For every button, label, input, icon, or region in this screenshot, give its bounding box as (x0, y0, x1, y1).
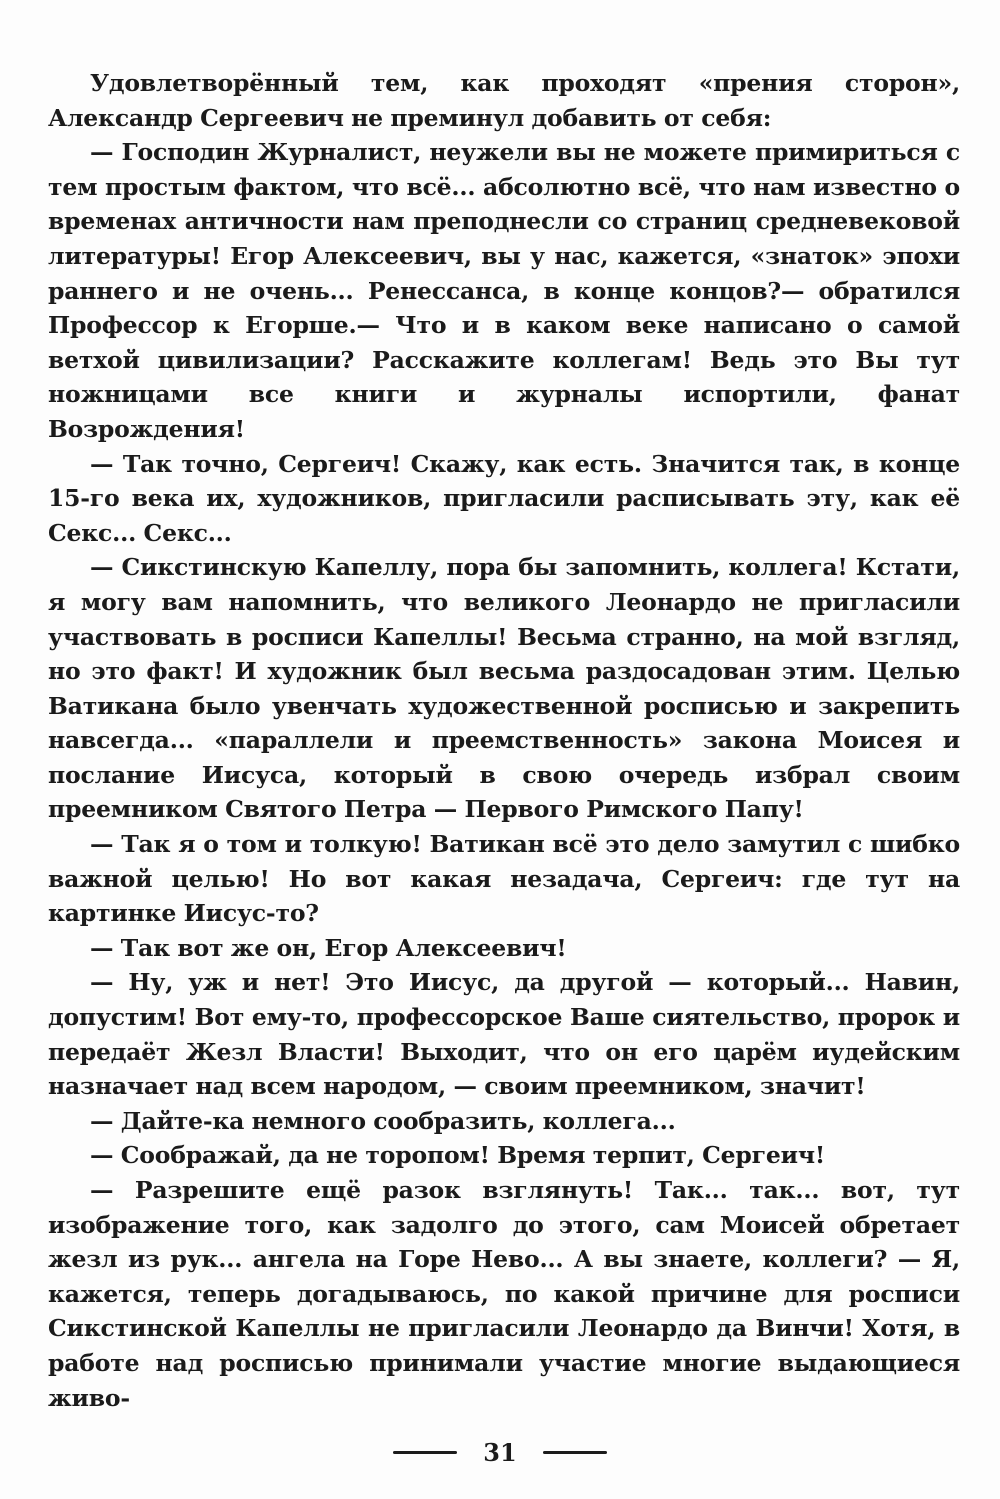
paragraph-4: — Сикстинскую Капеллу, пора бы запомнить, коллега! Кстати, я могу вам напомнить, что великого Леонардо не пригласили участвовать в росписи Капеллы! Весьма странно, на мой взгляд, но это факт! И художник был весьма раздосадован этим. Целью Ватикана было увенчать художественной росписью и закрепить навсегда... «параллели и преемственность» закона Моисея и послание Иисуса, который в свою очередь избрал своим преемником Святого Петра — Первого Римского Папу! (48, 553, 960, 824)
paragraph-8: — Дайте-ка немного сообразить, коллега... (90, 1106, 676, 1135)
paragraph-5: — Так я о том и толкую! Ватикан всё это дело замутил с шибко важной целью! Но вот какая незадача, Сергеич: где тут на картинке Иисус-то? (48, 830, 960, 928)
paragraph-10: — Разрешите ещё разок взглянуть! Так... так... вот, тут изображение того, как задолго до этого, сам Моисей обретает жезл из рук... ангела на Горе Нево... А вы знаете, коллеги? — Я, кажется, теперь догадываюсь, по какой причине для росписи Сикстинской Капеллы не пригласили Леонардо да Винчи! Хотя, в работе над росписью принимали участие многие выдающиеся живо- (48, 1176, 960, 1412)
paragraph-3: — Так точно, Сергеич! Скажу, как есть. Значится так, в конце 15-го века их, художников, пригласили расписывать эту, как её Секс... Секс... (48, 449, 960, 547)
page-text (48, 66, 960, 1415)
page-footer (0, 1432, 1000, 1472)
paragraph-1: Удовлетворённый тем, как проходят «прения сторон», Александр Сергеевич не преминул добавить от себя: (48, 69, 960, 132)
page-number: 31 (483, 1437, 517, 1467)
paragraph-6: — Так вот же он, Егор Алексеевич! (90, 933, 567, 962)
footer-rule-right (543, 1451, 607, 1454)
paragraph-7: — Ну, уж и нет! Это Иисус, да другой — который... Навин, допустим! Вот ему-то, профессорское Ваше сиятельство, пророк и передаёт Жезл Власти! Выходит, что он его царём иудейским назначает над всем народом, — своим преемником, значит! (48, 968, 960, 1101)
footer-rule-left (393, 1451, 457, 1454)
paragraph-9: — Соображай, да не торопом! Время терпит, Сергеич! (90, 1141, 825, 1170)
paragraph-2: — Господин Журналист, неужели вы не можете примириться с тем простым фактом, что всё... абсолютно всё, что нам известно о временах античности нам преподнесли со страниц средневековой литературы! Егор Алексеевич, вы у нас, кажется, «знаток» эпохи раннего и не очень... Ренессанса, в конце концов?— обратился Профессор к Егорше.— Что и в каком веке написано о самой ветхой цивилизации? Расскажите коллегам! Ведь это Вы тут ножницами все книги и журналы испортили, фанат Возрождения! (48, 138, 960, 443)
